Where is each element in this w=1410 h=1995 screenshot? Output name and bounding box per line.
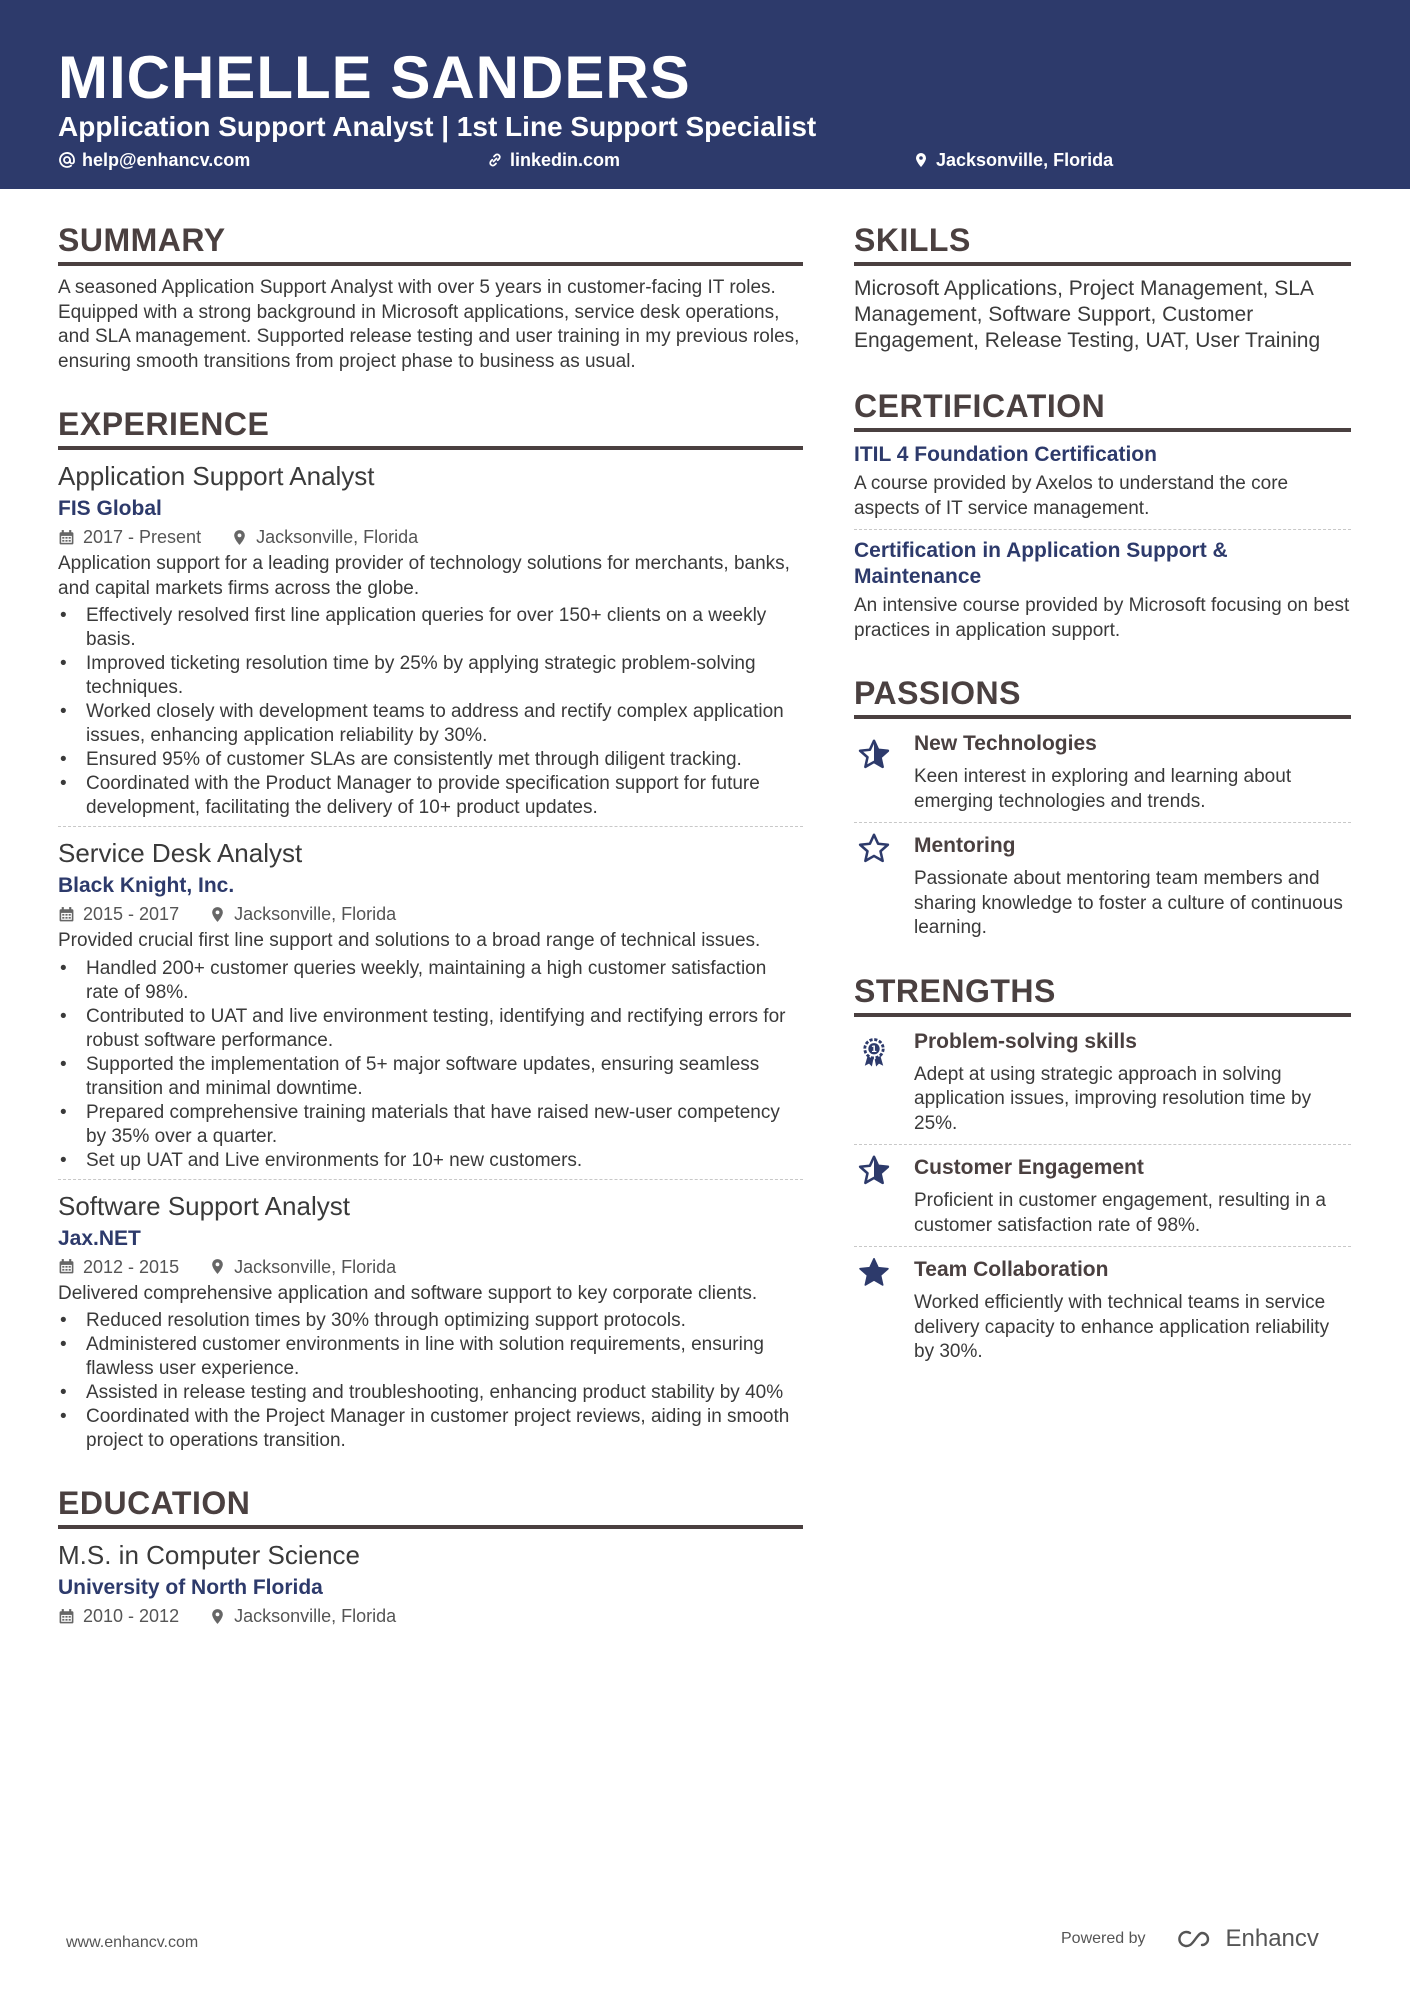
- section-title: EDUCATION: [58, 1485, 251, 1521]
- certification-item: [854, 442, 1351, 529]
- job-location: Jacksonville, Florida: [234, 904, 397, 924]
- section-title: SUMMARY: [58, 222, 226, 258]
- summary-text: A seasoned Application Support Analyst with over 5 years in customer-facing IT roles. Equipped with a strong background in Microsoft applications, service desk operations, and SLA management. Supported release testing and user training in my previous roles, ensuring smooth transitions from project phase to business as usual.: [58, 277, 800, 372]
- contact-email[interactable]: [58, 148, 250, 172]
- resume-header: [0, 0, 1410, 189]
- certification-description: A course provided by Axelos to understand the core aspects of IT service management.: [854, 473, 1289, 519]
- certification-item: [854, 529, 1351, 651]
- bullet-item: • Administered customer environments in line with solution requirements, ensuring flawless user experience.: [58, 1333, 803, 1381]
- job-role: Application Support Analyst: [58, 461, 375, 491]
- contact-location-text: Jacksonville, Florida: [936, 150, 1114, 170]
- education-section: [58, 1483, 803, 1629]
- bullet-item: • Effectively resolved first line application queries for over 150+ clients on a weekly basis.: [58, 604, 803, 652]
- job-role: Software Support Analyst: [58, 1190, 350, 1221]
- bullet-item: • Coordinated with the Project Manager in customer project reviews, aiding in smooth project to operations transition.: [58, 1405, 803, 1453]
- award-medal-icon: [856, 1035, 892, 1071]
- map-pin-icon: [912, 151, 930, 169]
- enhancv-logo: [1172, 1926, 1319, 1952]
- bullet-item: • Ensured 95% of customer SLAs are consistently met through diligent tracking.: [58, 748, 803, 772]
- svg-text:1: 1: [871, 1044, 877, 1055]
- star-outline-icon: [856, 831, 892, 867]
- section-title: EXPERIENCE: [58, 406, 270, 442]
- star-half-icon: [856, 1153, 892, 1189]
- passion-item: [854, 822, 1351, 949]
- contact-location: [912, 148, 1113, 172]
- section-divider: [854, 1013, 1351, 1017]
- calendar-icon: [58, 906, 75, 923]
- certification-title: ITIL 4 Foundation Certification: [854, 443, 1157, 466]
- bullet-item: • Improved ticketing resolution time by 25% by applying strategic problem-solving techniques.: [58, 652, 803, 700]
- job-entry: [58, 826, 803, 1179]
- calendar-icon: [58, 1258, 75, 1275]
- map-pin-icon: [209, 906, 226, 923]
- bullet-item: • Set up UAT and Live environments for 10+ new customers.: [58, 1149, 803, 1173]
- bullet-item: • Assisted in release testing and troubleshooting, enhancing product stability by 40%: [58, 1381, 803, 1405]
- passion-item: [854, 729, 1351, 822]
- job-company: FIS Global: [58, 497, 162, 520]
- education-degree: M.S. in Computer Science: [58, 1540, 361, 1570]
- job-company: Jax.NET: [58, 1226, 141, 1250]
- section-title: PASSIONS: [854, 675, 1021, 711]
- link-icon: [486, 151, 504, 169]
- map-pin-icon: [209, 1608, 226, 1625]
- job-entry: [58, 460, 803, 826]
- contact-email-text: help@enhancv.com: [82, 150, 251, 170]
- job-meta: [58, 901, 803, 927]
- job-role: Service Desk Analyst: [58, 838, 303, 868]
- calendar-icon: [58, 529, 75, 546]
- passion-title: Mentoring: [914, 834, 1016, 857]
- certification-title: Certification in Application Support & Maintenance: [854, 539, 1228, 588]
- passion-description: Keen interest in exploring and learning about emerging technologies and trends.: [914, 766, 1292, 812]
- section-divider: [58, 446, 803, 450]
- education-dates: 2010 - 2012: [83, 1606, 180, 1626]
- section-title: SKILLS: [854, 222, 971, 258]
- contact-linkedin-text: linkedin.com: [510, 150, 621, 170]
- job-description: Provided crucial first line support and solutions to a broad range of technical issues.: [58, 930, 761, 951]
- powered-by-text: Powered by: [1061, 1930, 1146, 1947]
- strength-title: Customer Engagement: [914, 1156, 1144, 1179]
- strength-title: Problem-solving skills: [914, 1029, 1137, 1053]
- job-bullets: [58, 957, 803, 1173]
- certification-description: An intensive course provided by Microsoft focusing on best practices in application support.: [854, 595, 1350, 641]
- star-filled-icon: [856, 1255, 892, 1291]
- experience-section: [58, 404, 803, 1459]
- skills-list: Microsoft Applications, Project Management, SLA Management, Software Support, Customer Engagement, Release Testing, UAT, User Training: [854, 277, 1321, 352]
- strength-item: [854, 1246, 1351, 1373]
- job-company: Black Knight, Inc.: [58, 874, 235, 897]
- job-entry: [58, 1179, 803, 1460]
- section-divider: [854, 262, 1351, 266]
- skills-section: [854, 220, 1351, 354]
- section-divider: [58, 1525, 803, 1529]
- at-sign-icon: [58, 151, 76, 169]
- section-title: STRENGTHS: [854, 972, 1056, 1009]
- bullet-item: • Reduced resolution times by 30% through optimizing support protocols.: [58, 1309, 803, 1333]
- bullet-item: • Handled 200+ customer queries weekly, maintaining a high customer satisfaction rate of 98%.: [58, 957, 803, 1005]
- calendar-icon: [58, 1608, 75, 1625]
- candidate-title: Application Support Analyst | 1st Line Support Specialist: [58, 111, 817, 142]
- candidate-name: MICHELLE SANDERS: [58, 44, 691, 111]
- enhancv-logo-text: Enhancv: [1225, 1925, 1319, 1952]
- star-half-icon: [856, 737, 892, 773]
- strength-description: Proficient in customer engagement, resulting in a customer satisfaction rate of 98%.: [914, 1190, 1326, 1236]
- job-bullets: [58, 1309, 803, 1453]
- footer-website[interactable]: www.enhancv.com: [66, 1934, 199, 1951]
- job-dates: 2015 - 2017: [83, 904, 180, 924]
- strength-title: Team Collaboration: [914, 1258, 1109, 1281]
- education-location: Jacksonville, Florida: [234, 1606, 397, 1626]
- right-column: [854, 220, 1351, 1373]
- bullet-item: • Contributed to UAT and live environment testing, identifying and rectifying errors for robust software performance.: [58, 1005, 803, 1053]
- left-column: [58, 220, 803, 1631]
- education-school: University of North Florida: [58, 1576, 323, 1599]
- strength-item: [854, 1027, 1351, 1145]
- bullet-item: • Worked closely with development teams to address and rectify complex application issues, enhancing application reliability by 30%.: [58, 700, 803, 748]
- passions-section: [854, 673, 1351, 949]
- section-divider: [854, 428, 1351, 432]
- job-dates: 2012 - 2015: [83, 1256, 180, 1277]
- map-pin-icon: [209, 1258, 226, 1275]
- job-location: Jacksonville, Florida: [234, 1256, 397, 1277]
- section-divider: [854, 715, 1351, 719]
- passion-title: New Technologies: [914, 732, 1097, 755]
- job-description: Delivered comprehensive application and software support to key corporate clients.: [58, 1282, 758, 1304]
- footer-brand[interactable]: [1061, 1926, 1319, 1952]
- education-meta: [58, 1603, 803, 1629]
- job-meta: [58, 1254, 803, 1280]
- section-title: CERTIFICATION: [854, 388, 1106, 424]
- strengths-section: [854, 971, 1351, 1373]
- passion-description: Passionate about mentoring team members and sharing knowledge to foster a culture of continuous learning.: [914, 868, 1343, 938]
- certification-section: [854, 386, 1351, 651]
- job-bullets: [58, 604, 803, 820]
- bullet-item: • Prepared comprehensive training materials that have raised new-user competency by 35% over a quarter.: [58, 1101, 803, 1149]
- job-description: Application support for a leading provider of technology solutions for merchants, banks, and capital markets firms across the globe.: [58, 553, 790, 599]
- map-pin-icon: [231, 529, 248, 546]
- job-meta: [58, 524, 803, 550]
- summary-section: [58, 220, 803, 374]
- strength-item: [854, 1144, 1351, 1246]
- bullet-item: • Supported the implementation of 5+ major software updates, ensuring seamless transition and minimal downtime.: [58, 1053, 803, 1101]
- section-divider: [58, 262, 803, 266]
- contact-linkedin[interactable]: [486, 148, 620, 172]
- bullet-item: • Coordinated with the Product Manager to provide specification support for future development, facilitating the delivery of 10+ product updates.: [58, 772, 803, 820]
- job-location: Jacksonville, Florida: [256, 527, 419, 547]
- strength-description: Worked efficiently with technical teams in service delivery capacity to enhance application reliability by 30%.: [914, 1292, 1330, 1362]
- job-dates: 2017 - Present: [83, 527, 202, 547]
- strength-description: Adept at using strategic approach in solving application issues, improving resolution time by 25%.: [914, 1063, 1312, 1134]
